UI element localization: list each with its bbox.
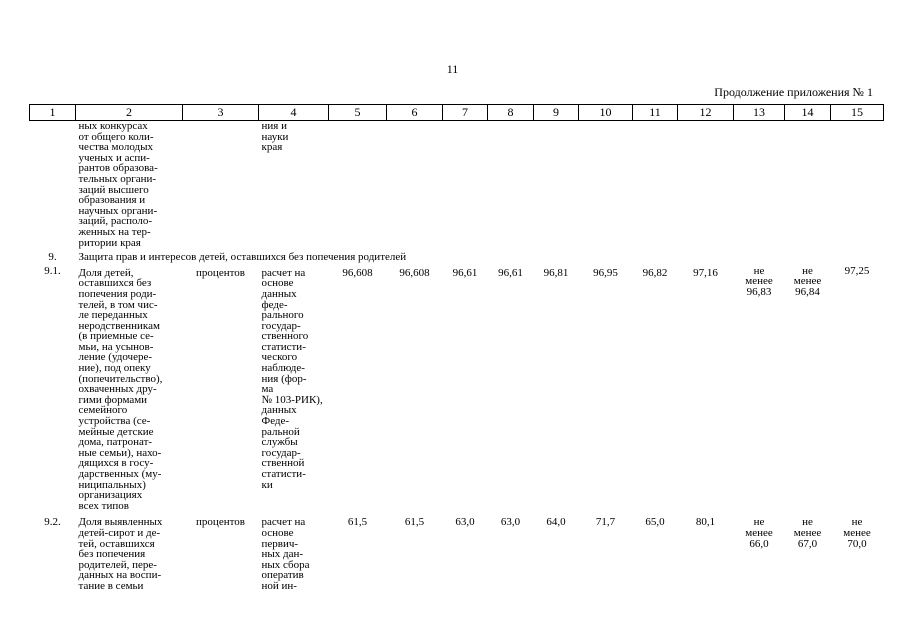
unit-cell: процентов xyxy=(196,516,245,529)
value-col-13: не менее 66,0 xyxy=(745,516,773,550)
method-text: расчет на основе первич- ных дан- ных сбора оператив ной ин- xyxy=(261,516,310,592)
value-col-7: 96,61 xyxy=(452,266,478,279)
header-col-8: 8 xyxy=(488,105,534,121)
continuation-caption: Продолжение приложения № 1 xyxy=(714,85,873,99)
value-col-10: 71,7 xyxy=(595,516,616,529)
table-row-9-2 xyxy=(30,511,884,591)
table-row-carryover xyxy=(30,121,884,249)
value-col-14: не менее 96,84 xyxy=(793,264,822,298)
section-row xyxy=(30,248,884,263)
header-row xyxy=(30,105,884,121)
row-number: 9.2. xyxy=(44,516,61,529)
row-number: 9.1. xyxy=(44,264,61,277)
header-col-14: 14 xyxy=(785,105,831,121)
table-row-9-1 xyxy=(30,263,884,512)
header-col-5: 5 xyxy=(329,105,387,121)
value-col-15: не менее 70,0 xyxy=(843,516,871,550)
value-col-7: 63,0 xyxy=(455,516,475,529)
value-col-12: 97,16 xyxy=(693,266,718,279)
value-col-11: 65,0 xyxy=(645,516,665,529)
header-col-4: 4 xyxy=(259,105,329,121)
value-col-10: 96,95 xyxy=(593,266,618,279)
header-col-2: 2 xyxy=(76,105,183,121)
indicators-table xyxy=(29,104,884,592)
value-col-6: 96,608 xyxy=(399,266,430,279)
indicator-text: ных конкурсах от общего коли- чества молодых ученых и аспи- рантов образова- тельных органи- заций высшего образования и научных органи- заций, располо- женных на тер- ритории края xyxy=(78,120,158,249)
section-number: 9. xyxy=(48,251,57,264)
indicator-text: Доля детей, оставшихся без попечения роди- телей, в том чис- ле переданных неродственникам (в приемные се- мьи, на усынов- ление (удочере- ние), под опеку (попечительство), охваченных дру- гими формами семейного устройства (се- мейные детские дома, патронат- ные семьи), нахо- дящихся в госу- дарственных (му- ниципальных) организациях всех типов xyxy=(78,266,163,512)
value-col-6: 61,5 xyxy=(404,516,425,529)
header-col-12: 12 xyxy=(678,105,734,121)
value-col-8: 96,61 xyxy=(498,266,523,279)
page-number: 11 xyxy=(446,62,459,76)
header-col-10: 10 xyxy=(579,105,633,121)
header-col-1: 1 xyxy=(30,105,76,121)
value-col-14: не менее 67,0 xyxy=(793,516,822,550)
header-col-15: 15 xyxy=(831,105,884,121)
method-text: ния и науки края xyxy=(261,120,289,154)
value-col-9: 96,81 xyxy=(543,266,569,279)
value-col-5: 61,5 xyxy=(347,516,368,529)
value-col-9: 64,0 xyxy=(546,516,566,529)
value-col-8: 63,0 xyxy=(500,516,521,529)
value-col-13: не менее 96,83 xyxy=(745,264,773,298)
value-col-12: 80,1 xyxy=(695,516,716,529)
header-col-13: 13 xyxy=(734,105,785,121)
header-col-9: 9 xyxy=(534,105,579,121)
header-col-3: 3 xyxy=(183,105,259,121)
value-col-15: 97,25 xyxy=(844,264,870,277)
indicator-text: Доля выявленных детей-сирот и де- тей, оставшихся без попечения родителей, пере- данных на воспи- тание в семьи xyxy=(78,516,163,592)
header-col-6: 6 xyxy=(387,105,443,121)
unit-cell: процентов xyxy=(196,266,245,279)
value-col-11: 96,82 xyxy=(642,266,668,279)
header-col-11: 11 xyxy=(633,105,678,121)
header-col-7: 7 xyxy=(443,105,488,121)
section-title: Защита прав и интересов детей, оставшихся без попечения родителей xyxy=(78,251,407,264)
method-text: расчет на основе данных феде- рального государ- ственного статисти- ческого наблюде- ния (фор- ма № 103-РИК), данных Феде- ральной службы государ- ственной статисти- ки xyxy=(261,266,323,491)
value-col-5: 96,608 xyxy=(342,266,373,279)
